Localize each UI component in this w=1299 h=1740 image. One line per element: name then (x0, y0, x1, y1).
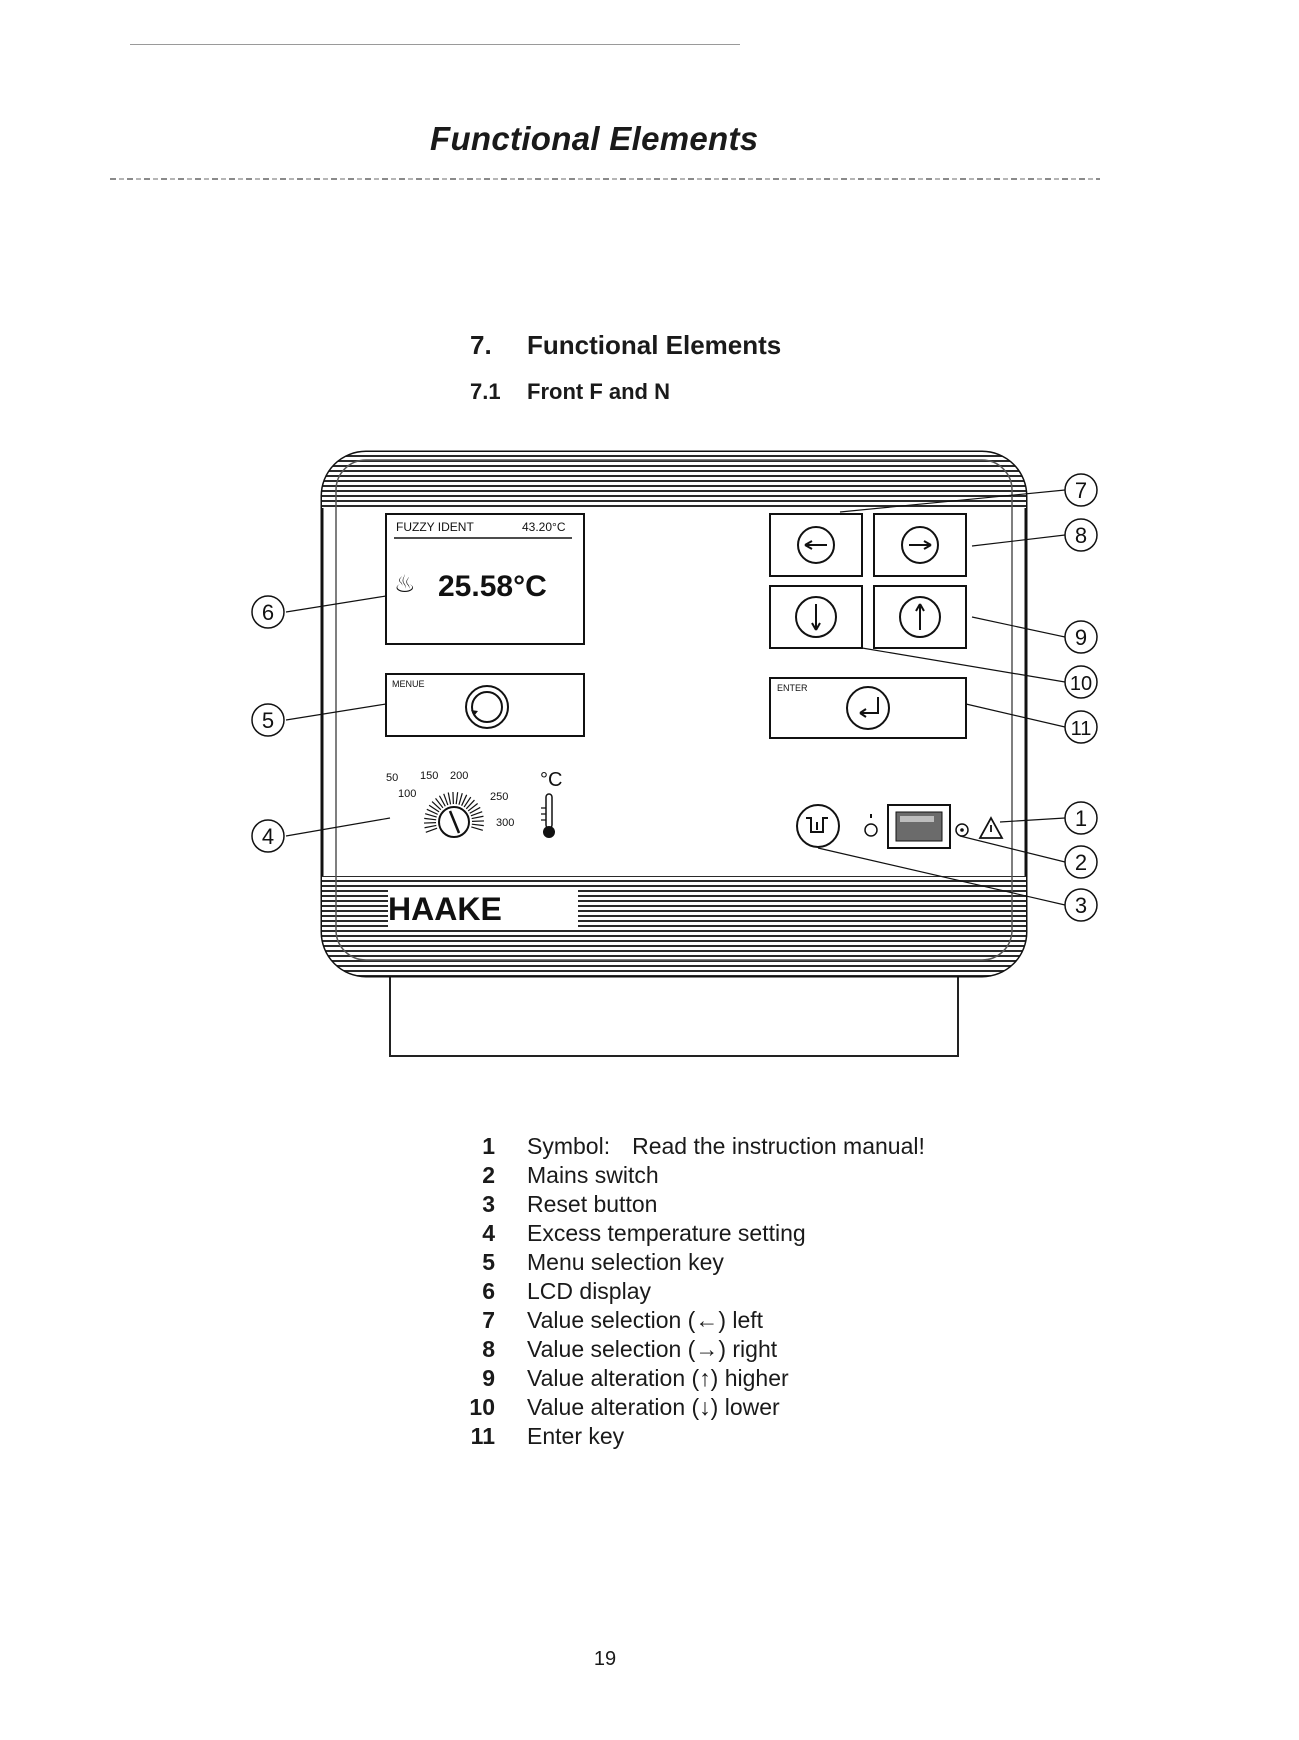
dial-tick-50: 50 (386, 772, 399, 784)
legend-item (455, 1132, 1015, 1161)
svg-text:9: 9 (1074, 625, 1088, 650)
svg-text:1: 1 (1074, 806, 1088, 831)
unit-stand (390, 970, 958, 1056)
value-left-key[interactable] (770, 514, 862, 576)
section-title: Functional Elements (527, 330, 782, 360)
dial-tick-300: 300 (496, 817, 515, 829)
dial-unit-label: °C (540, 769, 563, 791)
callout-8 (1065, 519, 1097, 551)
callout-1 (1065, 802, 1097, 834)
legend-text: Mains switch (527, 1162, 659, 1188)
legend-item (455, 1335, 1015, 1364)
heater-icon: ♨ (394, 571, 416, 598)
legend-item (455, 1190, 1015, 1219)
enter-key[interactable] (770, 678, 966, 738)
value-lower-key[interactable] (770, 586, 862, 648)
callout-7 (1065, 474, 1097, 506)
legend-item (455, 1364, 1015, 1393)
legend-text: Reset button (527, 1191, 658, 1217)
legend-text: Symbol: (527, 1133, 611, 1159)
legend-number: 6 (482, 1278, 495, 1304)
legend-text: Value selection (←) left (527, 1307, 764, 1333)
reset-button[interactable] (797, 805, 839, 847)
legend-item (455, 1393, 1015, 1422)
legend-item (455, 1248, 1015, 1277)
legend-text: LCD display (527, 1278, 651, 1304)
enter-label: ENTER (777, 683, 808, 693)
legend-number: 5 (482, 1249, 495, 1275)
svg-text:4: 4 (261, 824, 275, 849)
brand-logo: HAAKE (388, 891, 502, 927)
legend-text-detail: Read the instruction manual! (632, 1133, 925, 1159)
callout-11 (1065, 711, 1097, 743)
section-number: 7. (470, 330, 492, 360)
mains-switch[interactable] (888, 805, 950, 848)
legend-number: 8 (482, 1336, 495, 1362)
legend-number: 11 (470, 1423, 495, 1449)
menu-label: MENUE (392, 679, 425, 689)
svg-text:8: 8 (1074, 523, 1088, 548)
value-higher-key[interactable] (874, 586, 966, 648)
legend-number: 9 (482, 1365, 495, 1391)
lcd-mode-text: FUZZY IDENT (396, 520, 474, 534)
legend-number: 3 (482, 1191, 495, 1217)
subsection-number: 7.1 (470, 379, 501, 404)
dial-tick-100: 100 (398, 788, 417, 800)
dial-tick-150: 150 (420, 770, 439, 782)
menu-selection-key[interactable] (386, 674, 584, 736)
legend-text: Value alteration (↑) higher (527, 1365, 789, 1391)
callout-3 (1065, 889, 1097, 921)
legend-number: 1 (482, 1133, 495, 1159)
svg-text:5: 5 (261, 708, 275, 733)
dial-tick-200: 200 (450, 770, 469, 782)
legend-list (455, 1132, 1015, 1451)
legend-text: Value alteration (↓) lower (527, 1394, 780, 1420)
svg-text:3: 3 (1074, 893, 1088, 918)
legend-text: Menu selection key (527, 1249, 724, 1275)
legend-number: 10 (469, 1394, 495, 1420)
legend-item (455, 1277, 1015, 1306)
legend-number: 2 (482, 1162, 495, 1188)
callout-6 (252, 596, 284, 628)
legend-number: 7 (482, 1307, 495, 1333)
legend-item (455, 1219, 1015, 1248)
lcd-temperature-text: 25.58°C (438, 570, 547, 603)
callout-2 (1065, 846, 1097, 878)
lcd-display (386, 514, 584, 644)
dial-tick-250: 250 (490, 791, 509, 803)
svg-text:11: 11 (1070, 718, 1092, 740)
legend-text: Enter key (527, 1423, 625, 1449)
legend-item (455, 1306, 1015, 1335)
legend-number: 4 (482, 1220, 495, 1246)
svg-text:7: 7 (1074, 478, 1088, 503)
svg-text:2: 2 (1074, 850, 1088, 875)
callout-5 (252, 704, 284, 736)
legend-text: Excess temperature setting (527, 1220, 806, 1246)
legend-text: Value selection (→) right (527, 1336, 778, 1362)
svg-text:6: 6 (261, 600, 275, 625)
legend-item (455, 1422, 1015, 1451)
callout-10 (1065, 666, 1097, 698)
callout-9 (1065, 621, 1097, 653)
page-number: 19 (593, 1648, 617, 1670)
callout-4 (252, 820, 284, 852)
legend-item (455, 1161, 1015, 1190)
svg-text:10: 10 (1069, 673, 1093, 695)
lcd-setpoint-text: 43.20°C (522, 520, 566, 534)
subsection-title: Front F and N (527, 379, 670, 404)
value-right-key[interactable] (874, 514, 966, 576)
page-header: Functional Elements (430, 120, 759, 157)
